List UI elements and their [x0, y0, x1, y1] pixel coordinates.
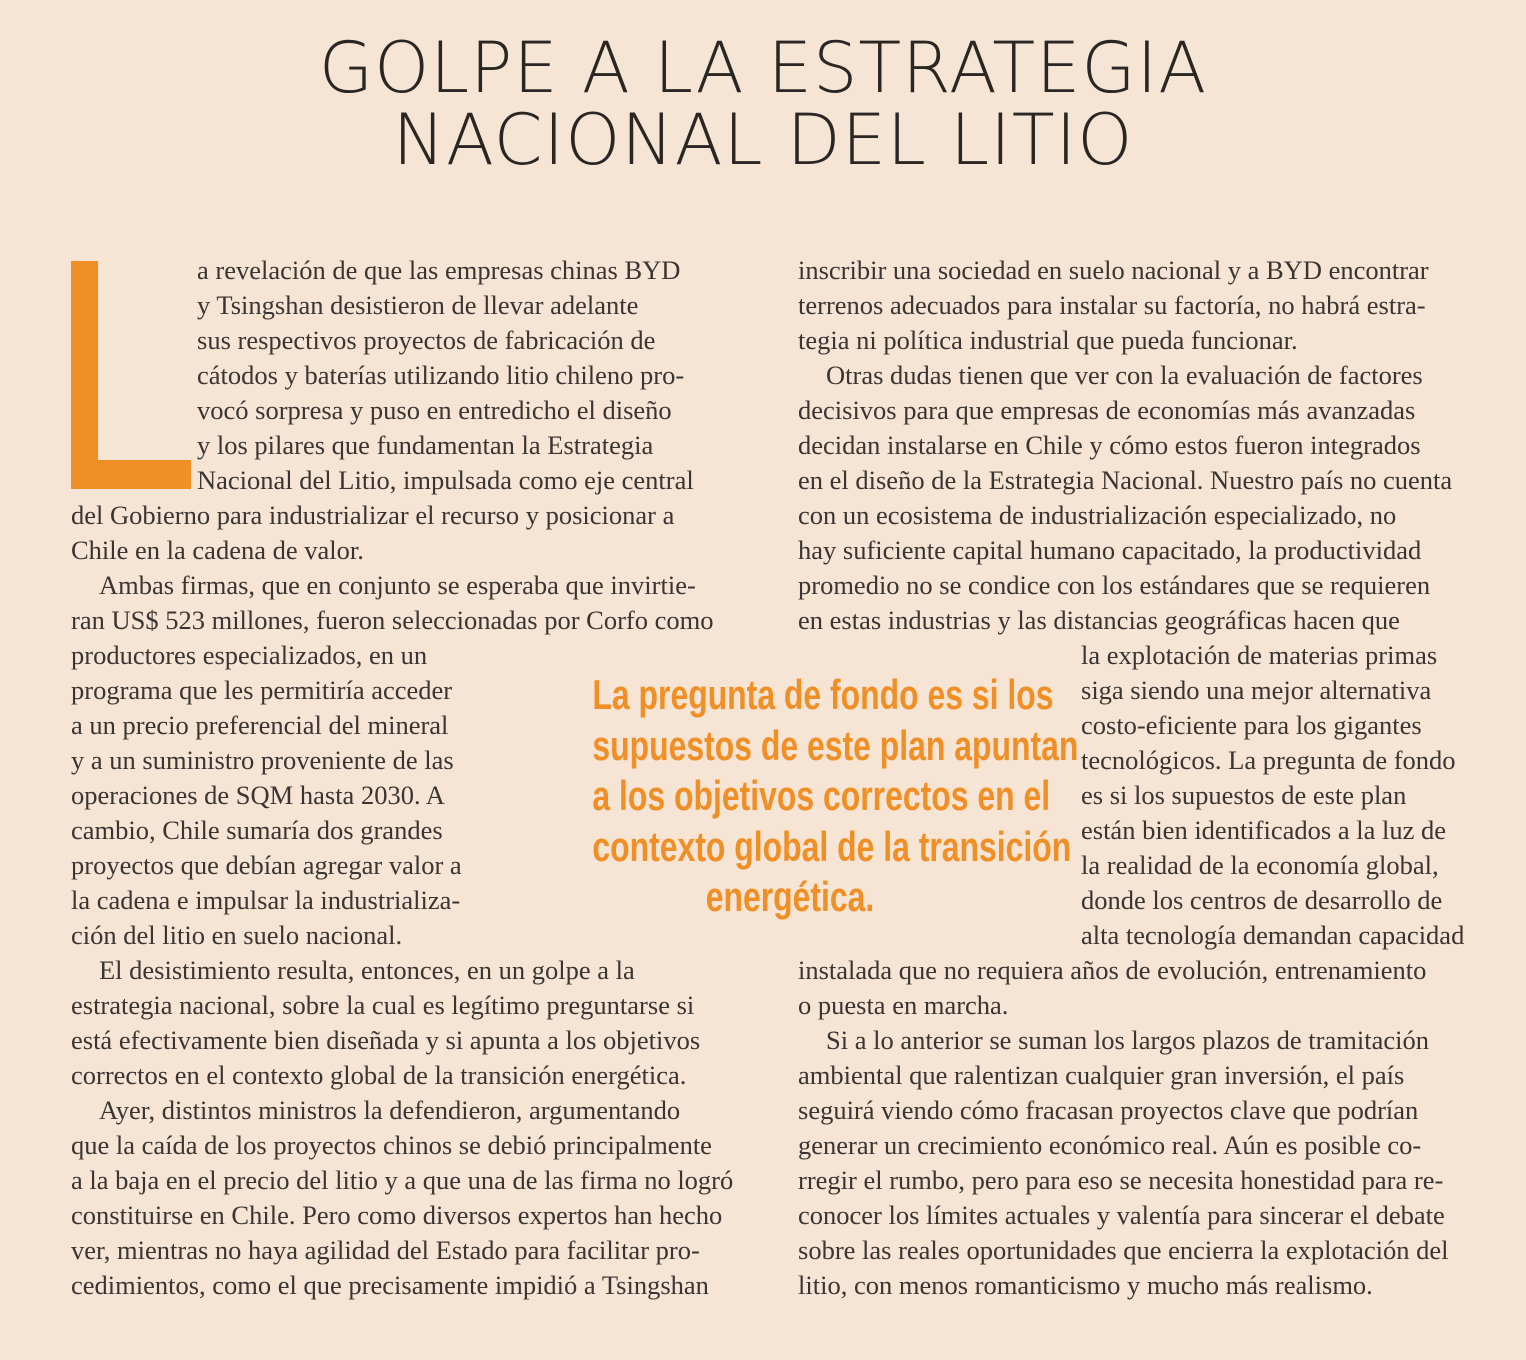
body-line: la realidad de la economía global, [1081, 850, 1439, 880]
body-line: terrenos adecuados para instalar su factoría, no habrá estra- [798, 290, 1426, 320]
body-line: ción del litio en suelo nacional. [71, 920, 403, 950]
body-line: generar un crecimiento económico real. Aún es posible co- [798, 1130, 1422, 1160]
body-line: tegia ni política industrial que pueda funcionar. [798, 325, 1298, 355]
body-line: sobre las reales oportunidades que encierra la explotación del [798, 1235, 1449, 1265]
body-line: tecnológicos. La pregunta de fondo [1081, 745, 1456, 775]
body-line: vocó sorpresa y puso en entredicho el diseño [197, 395, 672, 425]
body-line: decisivos para que empresas de economías más avanzadas [798, 395, 1416, 425]
pull-quote-line: supuestos de este plan apuntan [592, 721, 1079, 769]
body-line: en el diseño de la Estrategia Nacional. Nuestro país no cuenta [798, 465, 1453, 495]
body-line: conocer los límites actuales y valentía para sincerar el debate [798, 1200, 1445, 1230]
body-line: inscribir una sociedad en suelo nacional y a BYD encontrar [798, 255, 1429, 285]
body-line: rregir el rumbo, pero para eso se necesita honestidad para re- [798, 1165, 1444, 1195]
body-line: proyectos que debían agregar valor a [71, 850, 462, 880]
body-line: productores especializados, en un [71, 640, 428, 670]
body-line: ver, mientras no haya agilidad del Estado para facilitar pro- [71, 1235, 700, 1265]
body-line: Nacional del Litio, impulsada como eje central [197, 465, 694, 495]
body-line: ran US$ 523 millones, fueron seleccionadas por Corfo como [71, 605, 714, 635]
pull-quote [592, 670, 1079, 923]
body-line: y los pilares que fundamentan la Estrategia [197, 430, 654, 460]
body-line: siga siendo una mejor alternativa [1081, 675, 1432, 705]
body-line: están bien identificados a la luz de [1081, 815, 1446, 845]
body-line: costo-eficiente para los gigantes [1081, 710, 1422, 740]
body-line: sus respectivos proyectos de fabricación de [197, 325, 656, 355]
body-line: está efectivamente bien diseñada y si apunta a los objetivos [71, 1025, 701, 1055]
headline-line-1: GOLPE A LA ESTRATEGIA [318, 27, 1208, 109]
body-line: o puesta en marcha. [798, 990, 1009, 1020]
body-line: El desistimiento resulta, entonces, en un golpe a la [99, 955, 635, 985]
body-line: correctos en el contexto global de la transición energética. [71, 1060, 687, 1090]
body-line: litio, con menos romanticismo y mucho más realismo. [798, 1270, 1373, 1300]
body-line: con un ecosistema de industrialización especializado, no [798, 500, 1397, 530]
body-line: programa que les permitiría acceder [71, 675, 453, 705]
body-line: donde los centros de desarrollo de [1081, 885, 1443, 915]
body-line: alta tecnología demandan capacidad [1081, 920, 1465, 950]
headline-line-2: NACIONAL DEL LITIO [392, 99, 1134, 181]
body-line: y Tsingshan desistieron de llevar adelante [197, 290, 639, 320]
body-line: cambio, Chile sumaría dos grandes [71, 815, 443, 845]
body-line: operaciones de SQM hasta 2030. A [71, 780, 445, 810]
body-line: la explotación de materias primas [1081, 640, 1438, 670]
body-line: decidan instalarse en Chile y cómo estos fueron integrados [798, 430, 1421, 460]
body-line: Ambas firmas, que en conjunto se esperaba que invirtie- [99, 570, 696, 600]
pull-quote-line: a los objetivos correctos en el [592, 772, 1051, 819]
dropcap-l [71, 261, 191, 489]
body-line: cátodos y baterías utilizando litio chileno pro- [197, 360, 685, 390]
body-line: que la caída de los proyectos chinos se debió principalmente [71, 1130, 712, 1160]
body-line: ambiental que ralentizan cualquier gran inversión, el país [798, 1060, 1405, 1090]
headline [0, 27, 1526, 181]
body-line: a la baja en el precio del litio y a que una de las firma no logró [71, 1165, 734, 1195]
body-line: Otras dudas tienen que ver con la evaluación de factores [826, 360, 1423, 390]
body-line: seguirá viendo cómo fracasan proyectos clave que podrían [798, 1095, 1419, 1125]
pull-quote-line: La pregunta de fondo es si los [592, 671, 1054, 718]
body-line: Si a lo anterior se suman los largos plazos de tramitación [826, 1025, 1429, 1055]
body-line: la cadena e impulsar la industrializa- [71, 885, 461, 915]
body-line: cedimientos, como el que precisamente impidió a Tsingshan [71, 1270, 709, 1300]
body-line: es si los supuestos de este plan [1081, 780, 1407, 810]
pull-quote-line: contexto global de la transición [592, 822, 1072, 870]
body-line: promedio no se condice con los estándares que se requieren [798, 570, 1431, 600]
body-line: instalada que no requiera años de evolución, entrenamiento [798, 955, 1427, 985]
dropcap-foot [71, 460, 191, 489]
body-line: Ayer, distintos ministros la defendieron, argumentando [99, 1095, 681, 1125]
body-line: en estas industrias y las distancias geográficas hacen que [798, 605, 1400, 635]
body-line: Chile en la cadena de valor. [71, 535, 364, 565]
body-line: a revelación de que las empresas chinas BYD [197, 255, 681, 285]
body-line: estrategia nacional, sobre la cual es legítimo preguntarse si [71, 990, 695, 1020]
pull-quote-line: energética. [705, 873, 875, 920]
body-line: hay suficiente capital humano capacitado, la productividad [798, 535, 1422, 565]
body-line: y a un suministro proveniente de las [71, 745, 454, 775]
body-line: a un precio preferencial del mineral [71, 710, 449, 740]
dropcap-stem [71, 261, 98, 489]
body-line: del Gobierno para industrializar el recurso y posicionar a [71, 500, 675, 530]
body-line: constituirse en Chile. Pero como diversos expertos han hecho [71, 1200, 723, 1230]
